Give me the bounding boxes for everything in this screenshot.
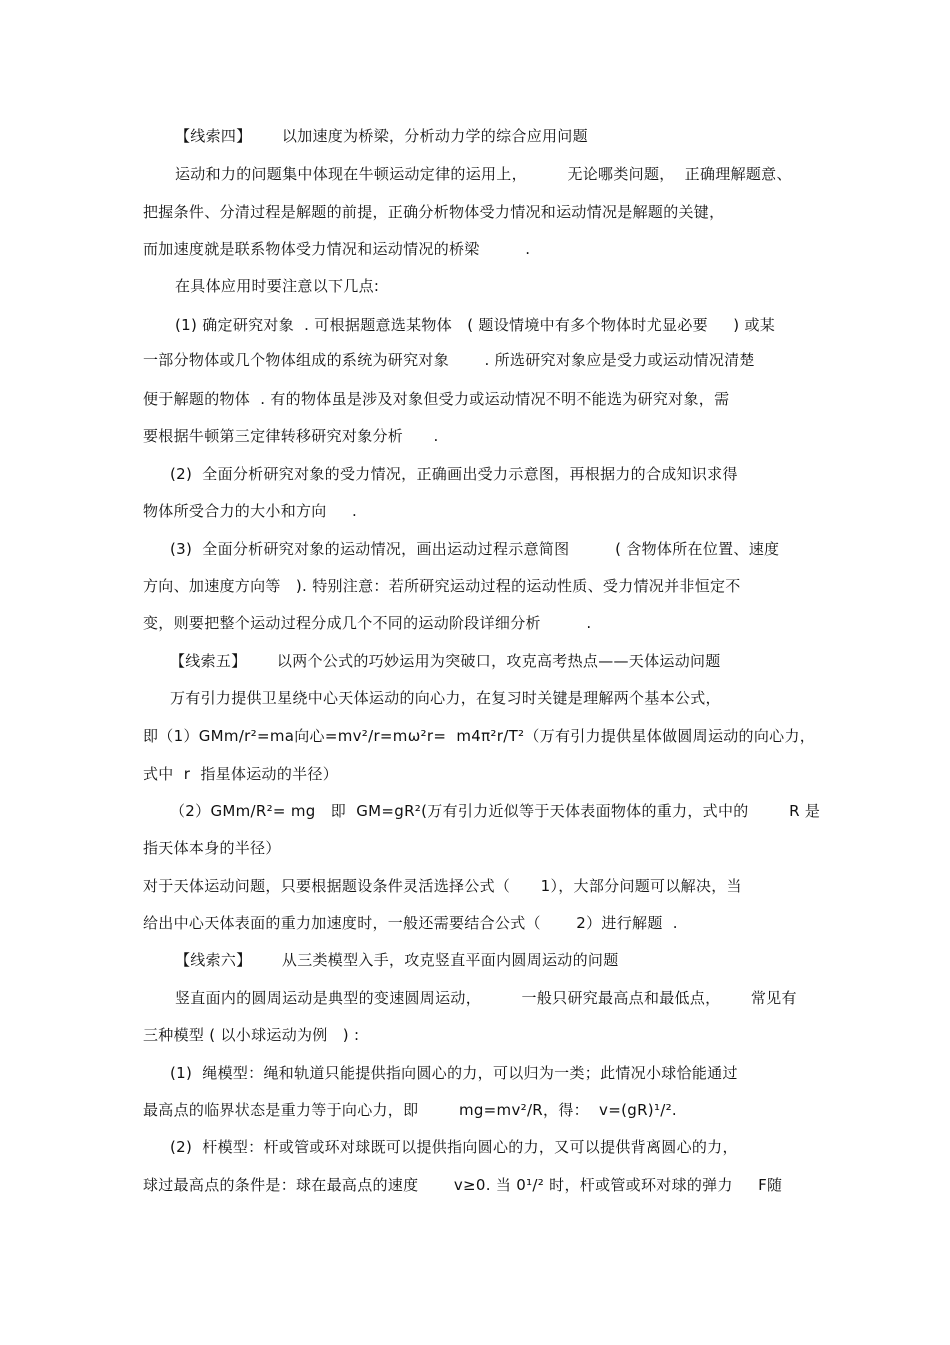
paragraph-line: 对于天体运动问题，只要根据题设条件灵活选择公式（ 1），大部分问题可以解决，当 — [143, 877, 742, 895]
list-item-2: (2) 全面分析研究对象的受力情况，正确画出受力示意图，再根据力的合成知识求得 — [170, 465, 738, 483]
list-item-rod-model: (2) 杆模型：杆或管或环对球既可以提供指向圆心的力，又可以提供背离圆心的力， — [170, 1138, 738, 1156]
paragraph-line: 方向、加速度方向等 ). 特别注意：若所研究运动过程的运动性质、受力情况并非恒定不 — [143, 577, 741, 595]
heading-clue-5: 【线索五】 以两个公式的巧妙运用为突破口，攻克高考热点——天体运动问题 — [170, 652, 721, 670]
paragraph-line: 变，则要把整个运动过程分成几个不同的运动阶段详细分析 . — [143, 614, 592, 632]
list-item-1: (1) 确定研究对象 . 可根据题意选某物体 ( 题设情境中有多个物体时尤显必要 ) 或某 — [175, 316, 776, 334]
paragraph-line: 球过最高点的条件是：球在最高点的速度 v≥0. 当 0¹/² 时，杆或管或环对球的弹力 F随 — [143, 1176, 783, 1194]
paragraph-line: 而加速度就是联系物体受力情况和运动情况的桥梁 . — [143, 240, 531, 258]
paragraph-line: 竖直面内的圆周运动是典型的变速圆周运动， 一般只研究最高点和最低点， 常见有 — [175, 989, 797, 1007]
formula-line-2: （2）GMm/R²= mg 即 GM=gR²(万有引力近似等于天体表面物体的重力，式中的 R 是 — [170, 802, 821, 820]
paragraph-line: 式中 r 指星体运动的半径） — [143, 765, 339, 783]
paragraph-line: 三种模型 ( 以小球运动为例 ) : — [143, 1026, 360, 1044]
paragraph-line: 物体所受合力的大小和方向 . — [143, 502, 358, 520]
paragraph-line: 给出中心天体表面的重力加速度时，一般还需要结合公式（ 2）进行解题 . — [143, 914, 678, 932]
paragraph-line: 把握条件、分清过程是解题的前提，正确分析物体受力情况和运动情况是解题的关键， — [143, 203, 725, 221]
formula-line-1: 即（1）GMm/r²=ma向心=mv²/r=mω²r= m4π²r/T²（万有引力提供星体做圆周运动的向心力， — [143, 727, 816, 745]
paragraph-line: 一部分物体或几个物体组成的系统为研究对象 . 所选研究对象应是受力或运动情况清楚 — [143, 351, 755, 369]
list-item-3: (3) 全面分析研究对象的运动情况，画出运动过程示意简图 ( 含物体所在位置、速度 — [170, 540, 780, 558]
heading-clue-6: 【线索六】 从三类模型入手，攻克竖直平面内圆周运动的问题 — [175, 951, 619, 969]
paragraph-line: 运动和力的问题集中体现在牛顿运动定律的运用上， 无论哪类问题， 正确理解题意、 — [175, 165, 792, 183]
paragraph-line: 便于解题的物体 . 有的物体虽是涉及对象但受力或运动情况不明不能选为研究对象，需 — [143, 390, 730, 408]
list-item-rope-model: (1) 绳模型：绳和轨道只能提供指向圆心的力，可以归为一类；此情况小球恰能通过 — [170, 1064, 738, 1082]
paragraph-line: 万有引力提供卫星绕中心天体运动的向心力，在复习时关键是理解两个基本公式， — [170, 689, 721, 707]
paragraph-line: 要根据牛顿第三定律转移研究对象分析 . — [143, 427, 439, 445]
formula-line-3: 最高点的临界状态是重力等于向心力，即 mg=mv²/R，得： v=(gR)¹/². — [143, 1101, 678, 1119]
paragraph-line: 指天体本身的半径） — [143, 839, 281, 857]
paragraph-line: 在具体应用时要注意以下几点: — [175, 277, 380, 295]
heading-clue-4: 【线索四】 以加速度为桥梁，分析动力学的综合应用问题 — [175, 127, 588, 145]
